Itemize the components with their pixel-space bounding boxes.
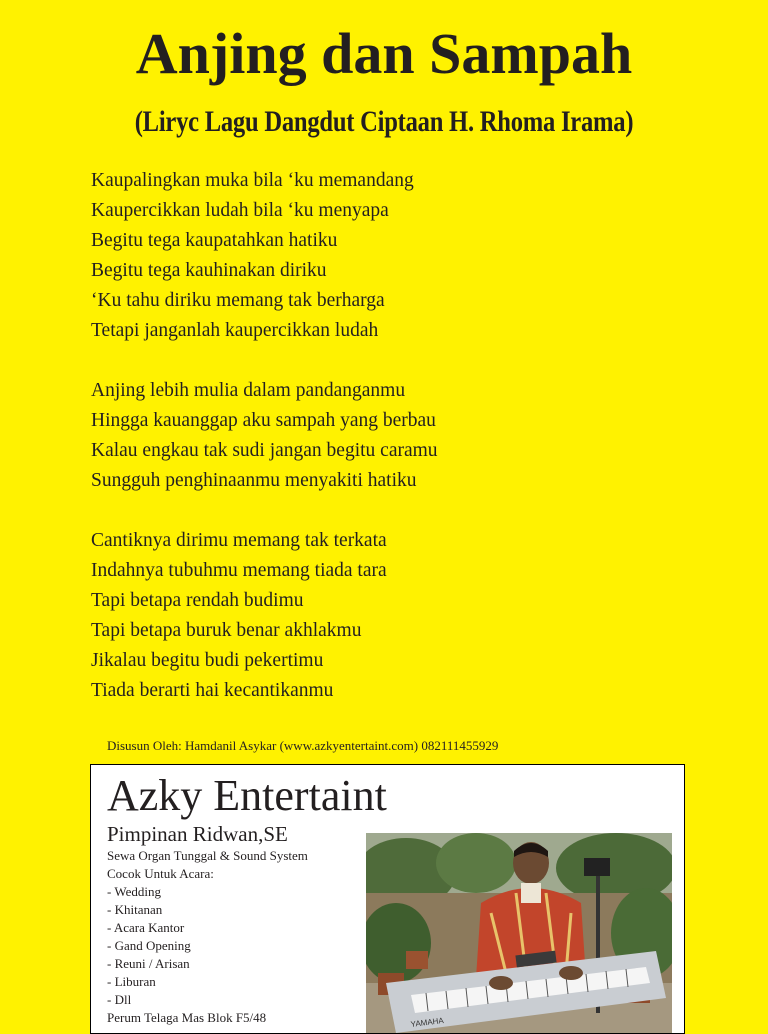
- lyric-line: Sungguh penghinaanmu menyakiti hatiku: [91, 470, 417, 491]
- ad-line: - Dll: [107, 992, 132, 1007]
- lyric-line: Tetapi janganlah kaupercikkan ludah: [91, 320, 379, 341]
- ad-line: Perum Telaga Mas Blok F5/48: [107, 1010, 267, 1025]
- stanza-1: [91, 166, 711, 346]
- ad-line: - Acara Kantor: [107, 920, 185, 935]
- ad-line: - Khitanan: [107, 902, 163, 917]
- lyric-line: Jikalau begitu budi pekertimu: [91, 650, 324, 671]
- lyric-line: Tapi betapa rendah budimu: [91, 590, 304, 611]
- lyric-line: Kalau engkau tak sudi jangan begitu caramu: [91, 440, 438, 461]
- lyric-line: Begitu tega kaupatahkan hatiku: [91, 230, 338, 251]
- lyric-line: Cantiknya dirimu memang tak terkata: [91, 530, 387, 551]
- lyric-line: Begitu tega kauhinakan diriku: [91, 260, 327, 281]
- ad-line: - Gand Opening: [107, 938, 191, 953]
- lyric-line: ‘Ku tahu diriku memang tak berharga: [91, 290, 385, 311]
- ad-line: - Liburan: [107, 974, 156, 989]
- ad-line: - Reuni / Arisan: [107, 956, 190, 971]
- lyric-line: Hingga kauanggap aku sampah yang berbau: [91, 410, 436, 431]
- lyric-line: Tapi betapa buruk benar akhlakmu: [91, 620, 362, 641]
- advertisement-box: [90, 764, 685, 1034]
- lyric-line: Indahnya tubuhmu memang tiada tara: [91, 560, 387, 581]
- ad-line: - Wedding: [107, 884, 161, 899]
- ad-line: Cocok Untuk Acara:: [107, 866, 214, 881]
- ad-services-list: [107, 847, 357, 1027]
- lyric-line: Anjing lebih mulia dalam pandanganmu: [91, 380, 406, 401]
- page-title: Anjing dan Sampah: [135, 21, 633, 86]
- ad-leader: Pimpinan Ridwan,SE: [107, 822, 288, 846]
- ad-business-name: Azky Entertaint: [107, 771, 387, 820]
- keyboard-player-photo: [366, 833, 672, 1034]
- credit-line: Disusun Oleh: Hamdanil Asykar (www.azkyentertaint.com) 082111455929: [107, 738, 499, 753]
- ad-line: Sewa Organ Tunggal & Sound System: [107, 848, 308, 863]
- lyric-line: Kaupercikkan ludah bila ‘ku menyapa: [91, 200, 389, 221]
- keyboard-brand: YAMAHA: [410, 1016, 445, 1029]
- lyrics: [91, 166, 711, 736]
- lyric-line: Tiada berarti hai kecantikanmu: [91, 680, 334, 701]
- lyric-line: Kaupalingkan muka bila ‘ku memandang: [91, 170, 414, 191]
- stanza-2: [91, 376, 711, 496]
- page-subtitle: (Liryc Lagu Dangdut Ciptaan H. Rhoma Irama): [134, 105, 634, 138]
- stanza-3: [91, 526, 711, 706]
